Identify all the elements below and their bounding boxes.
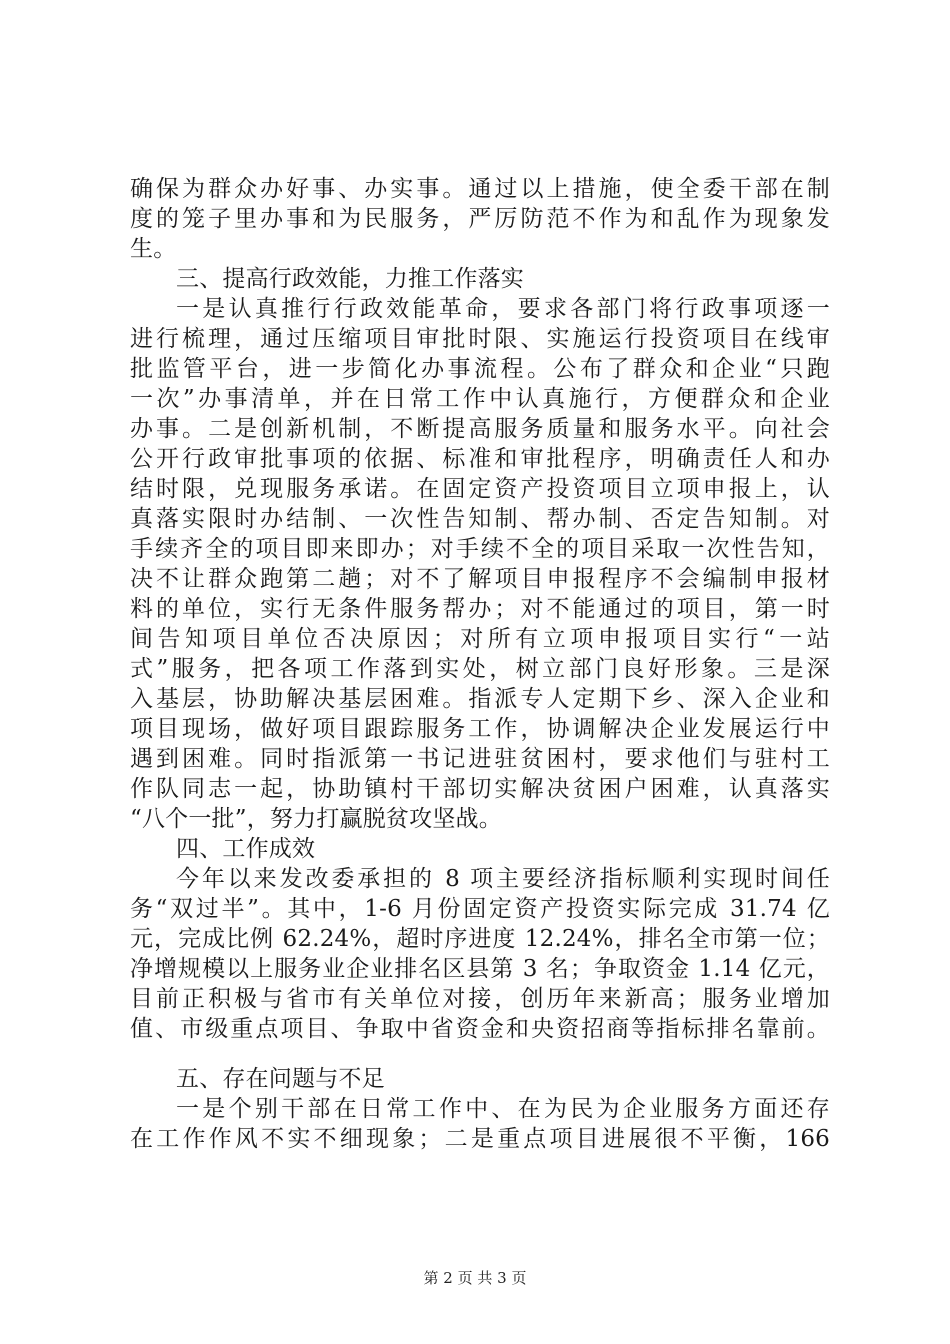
body-line: 务“双过半”。其中，1-6 月份固定资产投资实际完成 31.74 亿 xyxy=(130,896,830,922)
body-line: 遇到困难。同时指派第一书记进驻贫困村，要求他们与驻村工 xyxy=(130,746,830,772)
body-line: 真落实限时办结制、一次性告知制、帮办制、否定告知制。对 xyxy=(130,506,830,532)
body-line: 结时限，兑现服务承诺。在固定资产投资项目立项申报上，认 xyxy=(130,476,830,502)
section-heading: 三、提高行政效能，力推工作落实 xyxy=(176,266,524,292)
body-line: 决不让群众跑第二趟；对不了解项目申报程序不会编制申报材 xyxy=(130,566,830,592)
body-line: 间告知项目单位否决原因；对所有立项申报项目实行“一站 xyxy=(130,626,830,652)
body-line: 入基层，协助解决基层困难。指派专人定期下乡、深入企业和 xyxy=(130,686,830,712)
body-line: 料的单位，实行无条件服务帮办；对不能通过的项目，第一时 xyxy=(130,596,830,622)
body-line: 一次”办事清单，并在日常工作中认真施行，方便群众和企业 xyxy=(130,386,830,412)
body-line: 今年以来发改委承担的 8 项主要经济指标顺利实现时间任 xyxy=(176,866,830,892)
body-line: 值、市级重点项目、争取中省资金和央资招商等指标排名靠前。 xyxy=(130,1016,830,1042)
body-line: 批监管平台，进一步简化办事流程。公布了群众和企业“只跑 xyxy=(130,356,830,382)
section-heading: 五、存在问题与不足 xyxy=(176,1066,385,1092)
body-line: 式”服务，把各项工作落到实处，树立部门良好形象。三是深 xyxy=(130,656,830,682)
body-line: 确保为群众办好事、办实事。通过以上措施，使全委干部在制 xyxy=(130,176,830,202)
body-line: 净增规模以上服务业企业排名区县第 3 名；争取资金 1.14 亿元， xyxy=(130,956,830,982)
body-line: 目前正积极与省市有关单位对接，创历年来新高；服务业增加 xyxy=(130,986,830,1012)
body-line: 度的笼子里办事和为民服务，严厉防范不作为和乱作为现象发 xyxy=(130,206,830,232)
body-line: 公开行政审批事项的依据、标准和审批程序，明确责任人和办 xyxy=(130,446,830,472)
body-line: 一是个别干部在日常工作中、在为民为企业服务方面还存 xyxy=(176,1096,830,1122)
body-line: 在工作作风不实不细现象；二是重点项目进展很不平衡，166 xyxy=(130,1126,830,1152)
body-line: 元，完成比例 62.24%，超时序进度 12.24%，排名全市第一位； xyxy=(130,926,830,952)
section-heading: 四、工作成效 xyxy=(176,836,316,862)
body-line: 手续齐全的项目即来即办；对手续不全的项目采取一次性告知， xyxy=(130,536,830,562)
body-line: 一是认真推行行政效能革命，要求各部门将行政事项逐一 xyxy=(176,296,830,322)
body-line: 作队同志一起，协助镇村干部切实解决贫困户困难，认真落实 xyxy=(130,776,830,802)
body-line: “八个一批”，努力打赢脱贫攻坚战。 xyxy=(130,806,502,832)
body-line: 办事。二是创新机制，不断提高服务质量和服务水平。向社会 xyxy=(130,416,830,442)
body-line: 项目现场，做好项目跟踪服务工作，协调解决企业发展运行中 xyxy=(130,716,830,742)
body-line: 进行梳理，通过压缩项目审批时限、实施运行投资项目在线审 xyxy=(130,326,830,352)
body-line: 生。 xyxy=(130,236,177,262)
page-number-footer: 第 2 页 共 3 页 xyxy=(423,1269,527,1287)
